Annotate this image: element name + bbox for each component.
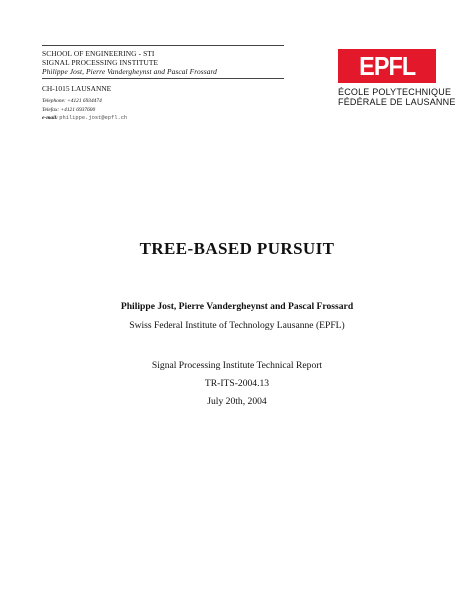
epfl-logo <box>338 49 456 107</box>
telefax-label: Telefax: <box>42 106 60 113</box>
report-number: TR-ITS-2004.13 <box>204 378 270 389</box>
telefax-line <box>42 106 282 115</box>
report-affiliation: Swiss Federal Institute of Technology Lausanne (EPFL) <box>129 320 345 331</box>
school-name: SCHOOL OF ENGINEERING - STI <box>42 49 155 58</box>
report-title: TREE-BASED PURSUIT <box>139 239 335 258</box>
epfl-logo-line-1: ÉCOLE POLYTECHNIQUE <box>338 87 452 97</box>
epfl-logo-line-2: FÉDÉRALE DE LAUSANNE <box>338 97 456 107</box>
address-city: CH-1015 LAUSANNE <box>42 84 112 93</box>
email-label: e-mail: <box>42 115 58 121</box>
telephone-value: +4121 6934474 <box>67 98 102 104</box>
email-value[interactable]: philippe.jost@epfl.ch <box>59 115 128 121</box>
report-type: Signal Processing Institute Technical Report <box>151 360 323 371</box>
epfl-logo-lettering: EPFL <box>358 51 416 81</box>
epfl-logo-mark <box>338 49 436 83</box>
header-block <box>42 45 284 79</box>
telephone-line <box>42 97 282 106</box>
telephone-label: Telephone: <box>42 98 66 104</box>
header-top-rule <box>42 45 284 46</box>
address-block <box>42 84 282 123</box>
email-line <box>42 114 282 123</box>
institute-name: SIGNAL PROCESSING INSTITUTE <box>42 58 159 67</box>
header-bottom-rule <box>42 78 284 79</box>
report-authors: Philippe Jost, Pierre Vandergheynst and Pascal Frossard <box>120 301 354 312</box>
header-authors: Philippe Jost, Pierre Vandergheynst and Pascal Frossard <box>42 67 217 76</box>
telefax-value: +4121 6937600 <box>60 106 96 113</box>
report-date: July 20th, 2004 <box>207 396 267 407</box>
epfl-logo-text <box>338 87 456 107</box>
